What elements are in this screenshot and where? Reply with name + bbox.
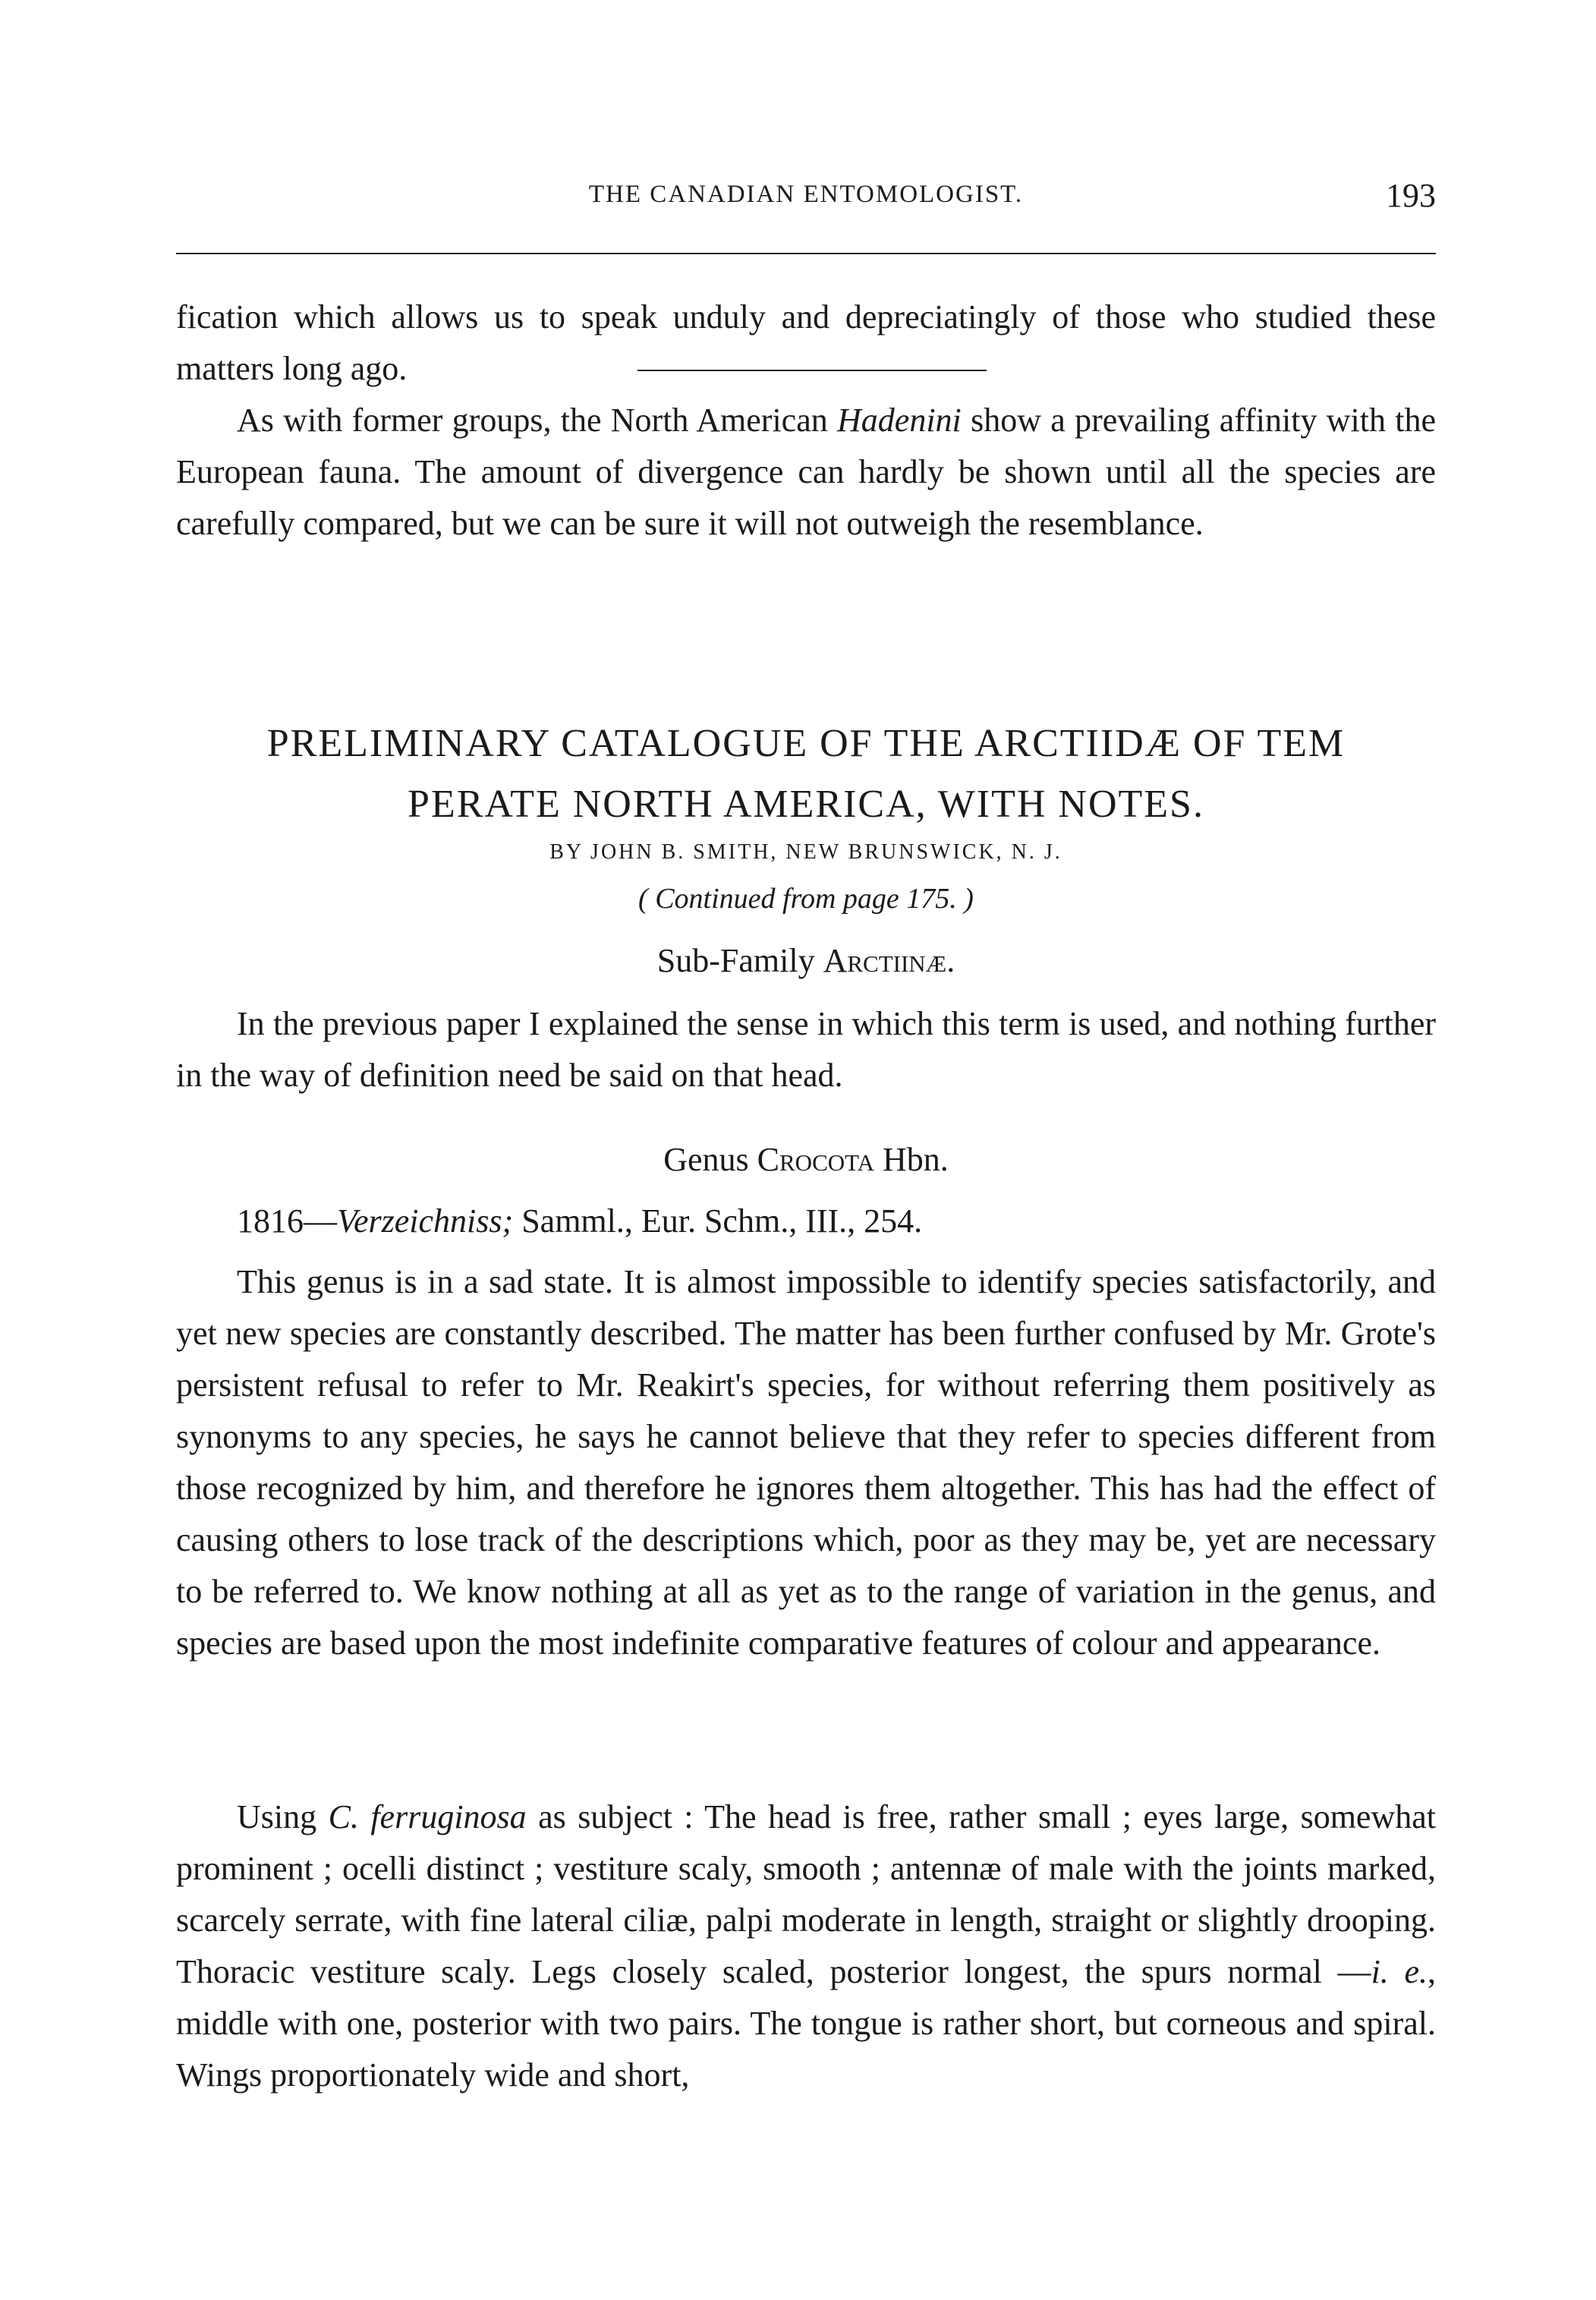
ie-abbreviation: i. e. [1371, 1953, 1428, 1990]
description-text [176, 1791, 1436, 2101]
genus-heading [176, 1140, 1436, 1179]
article-title-line-2: PERATE NORTH AMERICA, WITH NOTES. [408, 783, 1204, 826]
genus-citation [237, 1202, 1436, 1240]
continuation-text-after: show a prevailing affinity with the European fauna. The amount of divergence can hardly be shown until all the species are carefully compared, but we can be sure it will not outweigh the resemblance. [176, 402, 1436, 542]
genus-name: Crocota [757, 1141, 874, 1178]
subfamily-prefix: Sub-Family [656, 942, 823, 979]
page-number: 193 [1386, 177, 1436, 214]
intro-paragraph: In the previous paper I explained the sense in which this term is used, and nothing further in the way of definition need be said on that head. [176, 1005, 1436, 1094]
section-divider [637, 370, 987, 371]
citation-rest: Samml., Eur. Schm., III., 254. [513, 1202, 923, 1240]
article-title-line-1: PRELIMINARY CATALOGUE OF THE ARCTIIDÆ OF TEM [266, 722, 1346, 765]
continuation-paragraph-1: fication which allows us to speak unduly and depreciatingly of those who studied these matters long ago. [176, 298, 1436, 387]
intro-text [176, 998, 1436, 1101]
description-before: Using [237, 1798, 329, 1835]
article-byline: BY JOHN B. SMITH, NEW BRUNSWICK, N. J. [549, 840, 1062, 864]
description-paragraph [176, 1791, 1436, 2101]
genus-hadenini: Hadenini [837, 402, 962, 439]
description-after: , middle with one, posterior with two pairs. The tongue is rather short, but corneous and spiral. Wings proportionately wide and short, [176, 1953, 1436, 2094]
genus-author: Hbn. [874, 1141, 949, 1178]
header-rule [176, 253, 1436, 254]
genus-prefix: Genus [663, 1141, 757, 1178]
citation-year: 1816— [237, 1202, 337, 1240]
continuation-text-before: As with former groups, the North American [237, 402, 838, 439]
running-head: THE CANADIAN ENTOMOLOGIST. [588, 181, 1024, 208]
article-title [176, 714, 1436, 835]
genus-state-text [176, 1256, 1436, 1669]
genus-state-paragraph: This genus is in a sad state. It is almost impossible to identify species satisfactorily, and yet new species are constantly described. The matter has been further confused by Mr. Grote's persistent refusal to refer to Mr. Reakirt's species, for without referring them positively as synonyms to any species, he says he cannot believe that they refer to species different from those recognized by him, and therefore he ignores them altogether. This has had the effect of causing others to lose track of the descriptions which, poor as they may be, yet are necessary to be referred to. We know nothing at all as yet as to the range of variation in the genus, and species are based upon the most indefinite comparative features of colour and appearance. [176, 1263, 1436, 1662]
citation-work: Verzeichniss; [337, 1202, 514, 1240]
subfamily-heading [176, 941, 1436, 980]
page-header [176, 177, 1436, 226]
species-name: C. ferruginosa [328, 1798, 527, 1835]
continuation-text [176, 291, 1436, 550]
subfamily-name: Arctiinæ. [823, 942, 955, 979]
description-middle: as subject : The head is free, rather small ; eyes large, somewhat prominent ; ocelli distinct ; vestiture scaly, smooth ; antennæ of male with the joints marked, scarcely serrate, with fine lateral ciliæ, palpi moderate in length, straight or slightly drooping. Thoracic vestiture scaly. Legs closely scaled, posterior longest, the spurs normal — [176, 1798, 1436, 1990]
continuation-paragraph-2 [176, 395, 1436, 550]
continued-note: ( Continued from page 175. ) [638, 883, 974, 915]
